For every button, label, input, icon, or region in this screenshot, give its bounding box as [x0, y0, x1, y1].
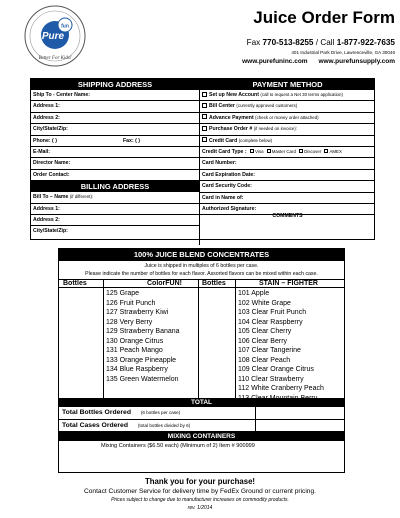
juice-note-line1: Juice is shipped in multiples of 6 bottles per case. [144, 263, 259, 269]
new-account-option[interactable] [200, 90, 375, 101]
stain-fighter-flavor: 105 Clear Cherry [238, 328, 292, 335]
total-bottles-row[interactable] [59, 407, 344, 420]
director-field[interactable]: Director Name: [31, 158, 199, 169]
bill-center-note: (currently approved customers) [236, 103, 298, 109]
col-colorfun: ColorFUN! [147, 280, 182, 287]
discover-label: Discover [304, 148, 322, 154]
comments-field[interactable] [200, 215, 375, 245]
colorfun-flavor: 135 Green Watermelon [106, 375, 179, 383]
revision: rev. 1/2014 [187, 505, 213, 511]
fax-field[interactable]: Fax: ( ) [123, 137, 141, 144]
colorfun-list [106, 289, 180, 384]
card-type-row [200, 147, 375, 158]
signature-field[interactable]: Authorized Signature: [200, 204, 375, 215]
new-account-note: (call to request a Net 30 terms application) [260, 92, 343, 97]
total-cases-note: (total bottles divided by 6) [137, 422, 191, 428]
card-expiration-field[interactable]: Card Expiration Date: [200, 170, 375, 181]
po-label: Purchase Order # [209, 126, 253, 133]
divider [103, 279, 104, 398]
contact-numbers [175, 38, 395, 47]
po-note: (if needed on invoice): [253, 126, 297, 132]
checkbox-icon[interactable] [202, 103, 207, 108]
advance-label: Advance Payment [209, 114, 254, 121]
shipping-header: SHIPPING ADDRESS [31, 79, 199, 90]
card-security-field[interactable]: Card Security Code: [200, 181, 375, 192]
call-number: 1-877-922-7635 [336, 38, 395, 47]
website-purefunsupply[interactable]: www.purefunsupply.com [318, 58, 395, 65]
email-field[interactable]: E-Mail: [31, 147, 199, 158]
stain-fighter-flavor: 110 Clear Strawberry [238, 375, 304, 383]
colorfun-flavor: 130 Orange Citrus [106, 337, 164, 345]
checkbox-icon[interactable] [299, 149, 303, 153]
credit-card-label: Credit Card [209, 137, 238, 144]
mastercard-label: Master Card [271, 148, 296, 154]
bill-to-label: Bill To – Name [33, 194, 69, 201]
fax-label: Fax [246, 38, 261, 47]
colorfun-flavor: 127 Strawberry Kiwi [106, 309, 169, 316]
col-bottles-colorfun: Bottles [63, 280, 87, 287]
websites [175, 58, 395, 65]
total-cases-label: Total Cases Ordered [62, 421, 128, 429]
address-payment-table [30, 78, 375, 240]
colorfun-flavor: 125 Grape [106, 290, 140, 297]
stain-fighter-flavor: 107 Clear Tangerine [238, 347, 301, 354]
juice-note [59, 261, 344, 279]
stain-fighter-flavor: 109 Clear Orange Citrus [238, 366, 314, 373]
checkbox-icon[interactable] [202, 137, 207, 142]
stain-fighter-flavor: 106 Clear Berry [238, 337, 288, 345]
bill-to-field[interactable] [31, 192, 199, 203]
totals-header: TOTAL [59, 398, 344, 407]
card-number-field[interactable]: Card Number: [200, 158, 375, 169]
card-name-field[interactable]: Card in Name of: [200, 193, 375, 204]
juice-note-line2: Please indicate the number of bottles for each flavor. Assorted flavors can be mixed within each case. [85, 270, 318, 277]
checkbox-icon[interactable] [250, 149, 254, 153]
stain-fighter-flavor: 101 Apple [238, 290, 270, 297]
ship-to-field[interactable]: Ship To - Center Name: [31, 90, 199, 101]
visa-label: Visa [255, 148, 264, 154]
purchase-order-option[interactable] [200, 124, 375, 135]
colorfun-flavor: 128 Very Berry [106, 318, 153, 326]
colorfun-flavor: 129 Strawberry Banana [106, 328, 180, 335]
call-label: / Call [315, 38, 335, 47]
contact-text: Contact Customer Service for delivery time by FedEx Ground or current pricing. [84, 488, 316, 495]
totals-section [59, 398, 344, 452]
juice-column-headers [59, 279, 344, 288]
ship-city-field[interactable]: City/State/Zip: [31, 124, 199, 135]
colorfun-flavor: 131 Peach Mango [106, 347, 163, 354]
checkbox-icon[interactable] [202, 126, 207, 131]
divider [198, 279, 199, 398]
stain-fighter-list [238, 289, 324, 403]
credit-card-option[interactable] [200, 136, 375, 147]
col-bottles-stain: Bottles [202, 280, 226, 287]
stain-fighter-flavor: 102 White Grape [238, 299, 291, 307]
bill-center-label: Bill Center [209, 103, 235, 110]
order-contact-field[interactable]: Order Contact: [31, 170, 199, 181]
page-title: Juice Order Form [253, 8, 395, 27]
phone-field[interactable]: Phone: ( ) [33, 137, 57, 144]
address-column [31, 79, 199, 238]
logo-tagline: Better For Kids! [38, 56, 72, 61]
logo [10, 5, 140, 67]
payment-header: PAYMENT METHOD [200, 79, 375, 90]
col-stain-fighter: STAIN – FIGHTER [259, 280, 318, 287]
bill-center-option[interactable] [200, 101, 375, 112]
advance-payment-option[interactable] [200, 113, 375, 124]
total-bottles-label: Total Bottles Ordered [62, 409, 131, 416]
total-cases-row[interactable] [59, 420, 344, 433]
credit-card-note: (complete below) [238, 137, 273, 143]
stain-fighter-flavor: 112 White Cranberry Peach [238, 385, 324, 392]
stain-fighter-flavor: 104 Clear Raspberry [238, 318, 303, 326]
stain-fighter-flavor: 103 Clear Fruit Punch [238, 309, 307, 316]
logo-brand: Pure [41, 31, 65, 42]
logo-badge: fun [61, 23, 69, 30]
mixing-containers-row[interactable]: Mixing Containers ($6.50 each) (Minimum of 2) Item # 900999 [101, 443, 255, 449]
mixing-header: MIXING CONTAINERS [59, 432, 344, 441]
thank-you-text: Thank you for your purchase! [144, 477, 256, 486]
card-type-label: Credit Card Type : [202, 148, 247, 155]
checkbox-icon[interactable] [202, 114, 207, 119]
checkbox-icon[interactable] [267, 149, 271, 153]
phone-fax-row [31, 136, 199, 147]
total-bottles-note: (6 bottles per case) [140, 410, 181, 415]
bill-to-note: (if different): [69, 194, 94, 200]
ship-address1-field[interactable]: Address 1: [31, 101, 199, 112]
website-purefuninc[interactable]: www.purefuninc.com [242, 58, 308, 65]
colorfun-flavor: 133 Orange Pineapple [106, 356, 177, 364]
juice-header: 100% JUICE BLEND CONCENTRATES [59, 249, 344, 261]
divider [235, 279, 236, 398]
billing-header: BILLING ADDRESS [31, 181, 199, 192]
ship-address2-field[interactable]: Address 2: [31, 113, 199, 124]
prices-disclaimer: Prices subject to change due to manufacturer increases on commodity products. [111, 497, 289, 503]
colorfun-flavor: 134 Blue Raspberry [106, 366, 168, 373]
bill-address1-field[interactable]: Address 1: [31, 204, 199, 215]
stain-fighter-flavor: 108 Clear Peach [238, 356, 291, 364]
bill-city-field[interactable]: City/State/Zip: [33, 228, 68, 235]
company-address: 401 Industrial Park Drive, Lawrenceville, GA 30046 [291, 50, 395, 55]
fax-number: 770-513-8255 [262, 38, 314, 47]
amex-label: AMEX [329, 148, 342, 154]
comments-label: COMMENTS [272, 213, 303, 220]
checkbox-icon[interactable] [202, 92, 207, 97]
advance-note: (check or money order attached) [255, 114, 319, 120]
new-account-label: Set up New Account [209, 92, 259, 98]
checkbox-icon[interactable] [324, 149, 328, 153]
payment-column [199, 79, 375, 245]
bill-address2-field[interactable]: Address 2: [31, 215, 199, 226]
juice-order-table [58, 248, 345, 473]
colorfun-flavor: 126 Fruit Punch [106, 299, 156, 307]
